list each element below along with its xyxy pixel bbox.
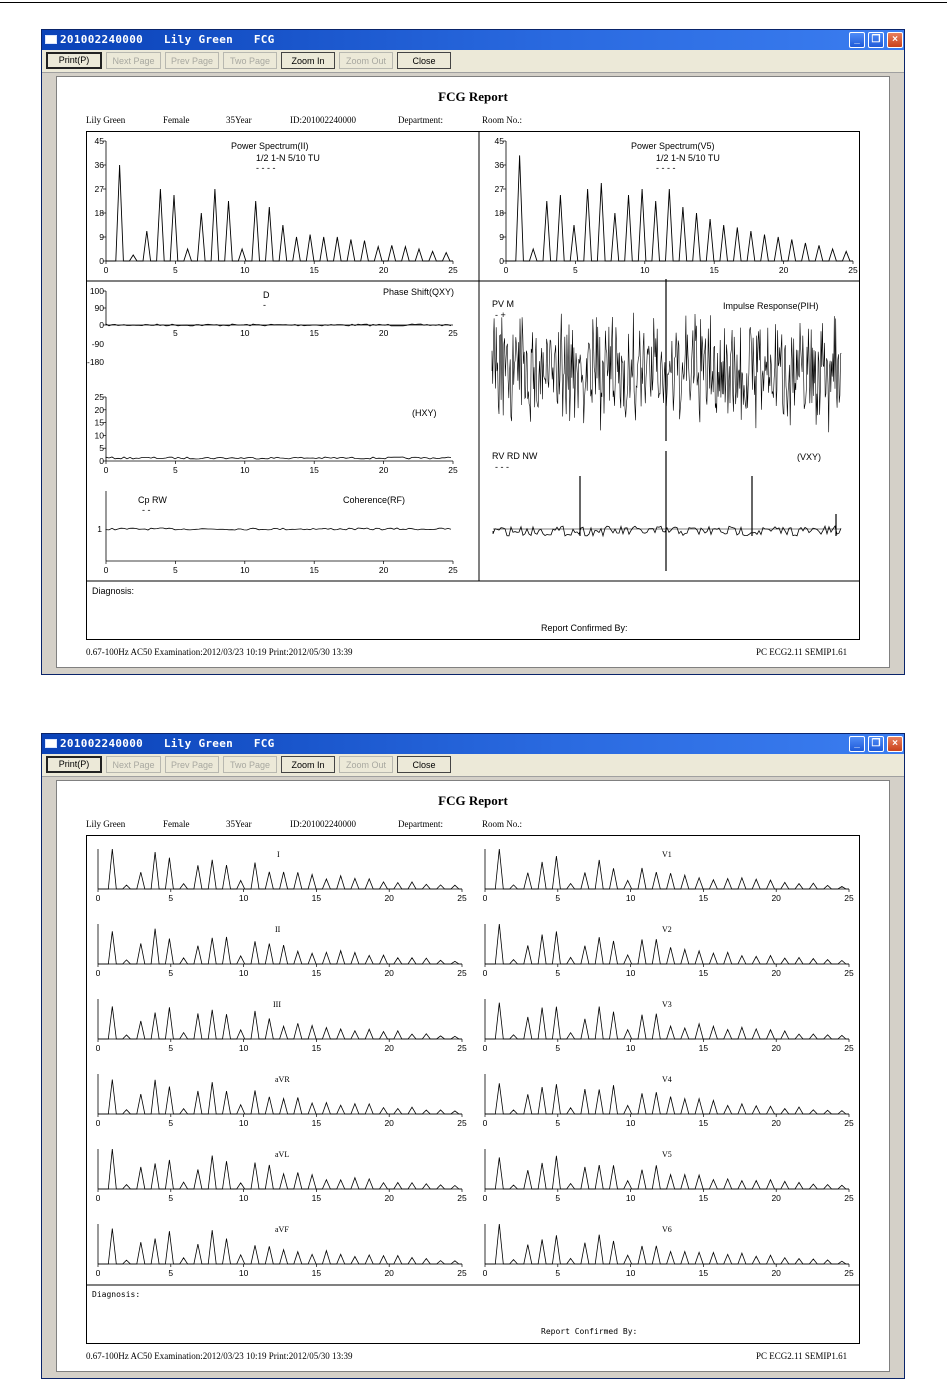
zoom-out-button[interactable]: Zoom Out — [339, 756, 393, 773]
power-ii-columns: 1/2 1-N 5/10 TU — [256, 153, 320, 163]
spectrum-right-0-x-tick-label: 10 — [625, 893, 636, 903]
vxy-values: - - - — [495, 462, 509, 472]
power-v5-y-tick-label: 9 — [499, 232, 504, 242]
hxy-x-tick-label: 5 — [173, 465, 178, 475]
lead-label-v3: V3 — [662, 1000, 672, 1009]
hxy-x-tick-label: 10 — [240, 465, 250, 475]
close-window-button[interactable]: × — [887, 32, 903, 48]
hxy-x-tick-label: 15 — [309, 465, 319, 475]
spectrum-right-1-x-tick-label: 15 — [698, 968, 709, 978]
spectrum-right-0-x-tick-label: 20 — [771, 893, 781, 903]
spectrum-left-4-x-tick-label: 5 — [168, 1193, 174, 1203]
zoom-out-button[interactable]: Zoom Out — [339, 52, 393, 69]
phase-y-tick-label: -180 — [86, 357, 104, 367]
power-v5-x-tick-label: 10 — [640, 265, 650, 275]
phase-shift-title: Phase Shift(QXY) — [383, 287, 455, 297]
coherence-y-tick-label: 1 — [97, 524, 102, 534]
spectrum-right-5-x-tick-label: 10 — [625, 1268, 636, 1278]
impulse-response-curve — [492, 313, 841, 432]
power-v5-x-tick-label: 20 — [778, 265, 789, 275]
power-v5-y-tick-label: 0 — [499, 256, 504, 266]
power-ii-curve — [106, 165, 453, 261]
power-ii-x-tick-label: 10 — [240, 265, 250, 275]
vxy-labels: RV RD NW — [492, 451, 538, 461]
spectrum-left-4-x-tick-label: 25 — [457, 1193, 467, 1203]
lead-label-ii: II — [275, 925, 281, 934]
prev-page-button[interactable]: Prev Page — [165, 52, 219, 69]
spectrum-left-1-x-tick-label: 15 — [311, 968, 322, 978]
spectrum-left-2-x-tick-label: 10 — [238, 1043, 249, 1053]
power-v5-x-tick-label: 15 — [709, 265, 719, 275]
two-page-button[interactable]: Two Page — [223, 756, 277, 773]
phase-y-tick-label: 0 — [99, 320, 104, 330]
department-label: Department: — [398, 819, 443, 829]
window-title: 201002240000 Lily Green FCG — [60, 33, 275, 46]
spectrum-right-0-x-tick-label: 0 — [482, 893, 488, 903]
hxy-x-tick-label: 20 — [378, 465, 389, 475]
spectrum-right-0-x-tick-label: 15 — [698, 893, 709, 903]
coherence-x-tick-label: 10 — [240, 565, 250, 575]
page-top-rule — [0, 2, 947, 3]
spectrum-left-2-x-tick-label: 25 — [457, 1043, 467, 1053]
restore-button[interactable]: ❐ — [868, 736, 884, 752]
spectrum-right-1-x-tick-label: 0 — [482, 968, 488, 978]
power-ii-x-tick-label: 5 — [173, 265, 178, 275]
hxy-y-tick-label: 10 — [94, 430, 104, 441]
power-ii-x-tick-label: 20 — [378, 265, 389, 275]
app-icon — [45, 739, 57, 748]
spectrum-right-2-x-tick-label: 20 — [771, 1043, 781, 1053]
report-frame — [86, 835, 860, 1344]
power-ii-y-tick-label: 27 — [94, 184, 104, 194]
phase-y-tick-label: 100 — [89, 286, 104, 296]
spectrum-right-4-x-tick-label: 20 — [771, 1193, 781, 1203]
spectrum-right-0-x-tick-label: 5 — [555, 893, 561, 903]
close-button[interactable]: Close — [397, 52, 451, 69]
hxy-y-tick-label: 5 — [99, 443, 104, 454]
spectrum-right-3-x-tick-label: 0 — [482, 1118, 488, 1128]
spectrum-right-2-x-tick-label: 10 — [625, 1043, 636, 1053]
spectrum-right-3-x-tick-label: 10 — [625, 1118, 636, 1128]
footer-info: 0.67-100Hz AC50 Examination:2012/03/23 10:19 Print:2012/05/30 13:39 — [86, 647, 353, 657]
print-button[interactable]: Print(P) — [46, 756, 102, 773]
hxy-x-tick-label: 0 — [103, 465, 109, 475]
spectrum-right-2-x-tick-label: 5 — [555, 1043, 561, 1053]
phase-x-tick-label: 15 — [309, 328, 319, 338]
spectrum-left-4-x-tick-label: 15 — [311, 1193, 322, 1203]
lead-label-v2: V2 — [662, 925, 672, 934]
power-ii-y-tick-label: 0 — [99, 256, 104, 266]
vxy-title: (VXY) — [797, 452, 822, 462]
spectrum-left-3-x-tick-label: 10 — [238, 1118, 249, 1128]
coherence-curve — [106, 528, 451, 530]
patient-id: ID:201002240000 — [290, 115, 356, 125]
toolbar — [42, 754, 904, 777]
report-paper — [56, 780, 890, 1372]
phase-y-tick-label: 90 — [94, 303, 104, 313]
spectrum-right-3-x-tick-label: 15 — [698, 1118, 709, 1128]
report-confirmed-label: Report Confirmed By: — [541, 1327, 638, 1336]
coherence-x-tick-label: 5 — [173, 565, 178, 575]
spectrum-left-3-x-tick-label: 20 — [384, 1118, 394, 1128]
coherence-title: Coherence(RF) — [343, 495, 406, 505]
power-v5-curve — [506, 155, 853, 261]
footer-info: 0.67-100Hz AC50 Examination:2012/03/23 10:19 Print:2012/05/30 13:39 — [86, 1351, 353, 1361]
power-v5-x-tick-label: 0 — [503, 265, 509, 275]
spectrum-right-4-curve — [485, 1156, 849, 1189]
patient-sex: Female — [163, 115, 190, 125]
power-ii-x-tick-label: 15 — [309, 265, 319, 275]
spectrum-left-0-curve — [98, 849, 462, 889]
spectrum-right-1-x-tick-label: 20 — [771, 968, 781, 978]
hxy-y-tick-label: 15 — [94, 417, 104, 428]
spectrum-left-0-x-tick-label: 5 — [168, 893, 174, 903]
lead-label-v4: V4 — [662, 1075, 672, 1084]
spectrum-left-0-x-tick-label: 0 — [95, 893, 101, 903]
spectrum-left-2-x-tick-label: 20 — [384, 1043, 394, 1053]
next-page-button[interactable]: Next Page — [106, 52, 161, 69]
coherence-x-tick-label: 15 — [309, 565, 319, 575]
minimize-button[interactable]: _ — [849, 736, 865, 752]
next-page-button[interactable]: Next Page — [106, 756, 161, 773]
impulse-labels: PV M — [492, 299, 515, 309]
room-label: Room No.: — [482, 115, 523, 125]
fcg-analysis-plots — [86, 131, 860, 640]
lead-label-avf: aVF — [275, 1225, 289, 1234]
hxy-y-tick-label: 20 — [94, 404, 104, 415]
power-v5-y-tick-label: 36 — [494, 160, 504, 170]
app-icon — [45, 35, 57, 44]
power-v5-y-tick-label: 45 — [494, 136, 504, 146]
footer-version: PC ECG2.11 SEMIP1.61 — [756, 1351, 848, 1361]
power-v5-columns: 1/2 1-N 5/10 TU — [656, 153, 720, 163]
zoom-in-button[interactable]: Zoom In — [281, 756, 335, 773]
spectrum-right-5-x-tick-label: 5 — [555, 1268, 561, 1278]
spectrum-right-2-x-tick-label: 0 — [482, 1043, 488, 1053]
spectrum-right-3-x-tick-label: 20 — [771, 1118, 781, 1128]
phase-x-tick-label: 5 — [173, 328, 178, 338]
lead-label-avr: aVR — [275, 1075, 290, 1084]
coherence-labels: Cp RW — [138, 495, 167, 505]
phase-d-value: - — [263, 300, 266, 310]
coherence-x-tick-label: 0 — [103, 565, 109, 575]
patient-id: ID:201002240000 — [290, 819, 356, 829]
spectrum-right-3-curve — [485, 1083, 849, 1114]
diagnosis-label: Diagnosis: — [92, 586, 135, 596]
spectrum-left-2-x-tick-label: 5 — [168, 1043, 174, 1053]
power-ii-y-tick-label: 18 — [94, 208, 104, 218]
hxy-x-tick-label: 25 — [448, 465, 458, 475]
spectrum-left-5-x-tick-label: 25 — [457, 1268, 467, 1278]
diagnosis-label: Diagnosis: — [92, 1290, 141, 1299]
spectrum-left-4-x-tick-label: 0 — [95, 1193, 101, 1203]
department-label: Department: — [398, 115, 443, 125]
print-button[interactable]: Print(P) — [46, 52, 102, 69]
spectrum-left-3-curve — [98, 1080, 462, 1115]
spectrum-left-1-x-tick-label: 5 — [168, 968, 174, 978]
spectrum-left-5-x-tick-label: 5 — [168, 1268, 174, 1278]
room-label: Room No.: — [482, 819, 523, 829]
lead-label-iii: III — [273, 1000, 281, 1009]
spectrum-left-5-x-tick-label: 0 — [95, 1268, 101, 1278]
spectrum-left-1-x-tick-label: 0 — [95, 968, 101, 978]
spectrum-right-4-x-tick-label: 5 — [555, 1193, 561, 1203]
window-title: 201002240000 Lily Green FCG — [60, 737, 275, 750]
hxy-title: (HXY) — [412, 408, 437, 418]
impulse-response-title: Impulse Response(PIH) — [723, 301, 819, 311]
spectrum-left-1-x-tick-label: 20 — [384, 968, 394, 978]
minimize-button[interactable]: _ — [849, 32, 865, 48]
lead-label-v6: V6 — [662, 1225, 672, 1234]
power-ii-y-tick-label: 45 — [94, 136, 104, 146]
spectrum-left-2-curve — [98, 1006, 462, 1039]
phase-d-label: D — [263, 290, 270, 300]
prev-page-button[interactable]: Prev Page — [165, 756, 219, 773]
hxy-y-tick-label: 0 — [99, 456, 104, 466]
phase-x-tick-label: 25 — [448, 328, 458, 338]
title-bar[interactable] — [42, 30, 904, 50]
phase-x-tick-label: 10 — [240, 328, 250, 338]
coherence-x-tick-label: 25 — [448, 565, 458, 575]
close-window-button[interactable]: × — [887, 736, 903, 752]
spectrum-right-4-x-tick-label: 0 — [482, 1193, 488, 1203]
spectrum-right-2-x-tick-label: 15 — [698, 1043, 709, 1053]
lead-label-i: I — [277, 850, 280, 859]
coherence-values: - - — [142, 505, 151, 515]
phase-y-tick-label: -90 — [91, 339, 104, 349]
spectrum-left-0-x-tick-label: 15 — [311, 893, 322, 903]
report-confirmed-label: Report Confirmed By: — [541, 623, 628, 633]
spectrum-left-1-x-tick-label: 25 — [457, 968, 467, 978]
toolbar — [42, 50, 904, 73]
spectrum-right-4-x-tick-label: 15 — [698, 1193, 709, 1203]
two-page-button[interactable]: Two Page — [223, 52, 277, 69]
spectrum-left-4-x-tick-label: 20 — [384, 1193, 394, 1203]
spectrum-left-3-x-tick-label: 0 — [95, 1118, 101, 1128]
power-ii-y-tick-label: 36 — [94, 160, 104, 170]
power-v5-title: Power Spectrum(V5) — [631, 141, 715, 151]
power-ii-x-tick-label: 25 — [448, 265, 458, 275]
power-v5-y-tick-label: 18 — [494, 208, 504, 218]
power-ii-values: - - - - — [256, 163, 276, 173]
report-paper — [56, 76, 890, 668]
power-v5-x-tick-label: 25 — [848, 265, 858, 275]
spectrum-right-5-x-tick-label: 0 — [482, 1268, 488, 1278]
report-window-2 — [41, 733, 905, 1379]
spectrum-right-5-x-tick-label: 25 — [844, 1268, 854, 1278]
spectrum-left-3-x-tick-label: 5 — [168, 1118, 174, 1128]
restore-button[interactable]: ❐ — [868, 32, 884, 48]
lead-label-v5: V5 — [662, 1150, 672, 1159]
spectrum-right-0-x-tick-label: 25 — [844, 893, 854, 903]
spectrum-left-5-x-tick-label: 15 — [311, 1268, 322, 1278]
power-ii-x-tick-label: 0 — [103, 265, 109, 275]
power-v5-x-tick-label: 5 — [573, 265, 578, 275]
zoom-in-button[interactable]: Zoom In — [281, 52, 335, 69]
patient-age: 35Year — [226, 115, 252, 125]
coherence-x-tick-label: 20 — [378, 565, 389, 575]
spectrum-right-1-x-tick-label: 10 — [625, 968, 636, 978]
spectrum-left-0-x-tick-label: 25 — [457, 893, 467, 903]
phase-x-tick-label: 20 — [378, 328, 389, 338]
lead-label-v1: V1 — [662, 850, 672, 859]
spectrum-right-3-x-tick-label: 5 — [555, 1118, 561, 1128]
spectrum-left-4-x-tick-label: 10 — [238, 1193, 249, 1203]
report-window-1 — [41, 29, 905, 675]
title-bar[interactable] — [42, 734, 904, 754]
spectrum-left-2-x-tick-label: 15 — [311, 1043, 322, 1053]
vxy-curve — [493, 526, 841, 536]
spectrum-left-0-x-tick-label: 20 — [384, 893, 394, 903]
close-button[interactable]: Close — [397, 756, 451, 773]
lead-label-avl: aVL — [275, 1150, 290, 1159]
patient-sex: Female — [163, 819, 190, 829]
footer-version: PC ECG2.11 SEMIP1.61 — [756, 647, 848, 657]
impulse-values: - + — [495, 310, 506, 320]
power-ii-y-tick-label: 9 — [99, 232, 104, 242]
spectrum-left-3-x-tick-label: 15 — [311, 1118, 322, 1128]
power-v5-values: - - - - — [656, 163, 676, 173]
spectrum-left-5-x-tick-label: 20 — [384, 1268, 394, 1278]
hxy-y-tick-label: 25 — [94, 392, 104, 402]
patient-name: Lily Green — [86, 115, 126, 125]
spectrum-left-0-x-tick-label: 10 — [238, 893, 249, 903]
report-title: FCG Report — [438, 89, 508, 104]
spectrum-right-4-x-tick-label: 25 — [844, 1193, 854, 1203]
spectrum-right-3-x-tick-label: 25 — [844, 1118, 854, 1128]
spectrum-right-4-x-tick-label: 10 — [625, 1193, 636, 1203]
spectrum-right-1-x-tick-label: 25 — [844, 968, 854, 978]
report-frame — [86, 131, 860, 640]
power-v5-y-tick-label: 27 — [494, 184, 504, 194]
spectrum-left-3-x-tick-label: 25 — [457, 1118, 467, 1128]
patient-age: 35Year — [226, 819, 252, 829]
report-title: FCG Report — [438, 793, 508, 808]
patient-name: Lily Green — [86, 819, 126, 829]
spectrum-right-2-x-tick-label: 25 — [844, 1043, 854, 1053]
hxy-curve — [106, 457, 451, 459]
spectrum-left-5-x-tick-label: 10 — [238, 1268, 249, 1278]
spectrum-right-5-x-tick-label: 20 — [771, 1268, 781, 1278]
power-ii-title: Power Spectrum(II) — [231, 141, 309, 151]
lead-spectra-plots — [86, 835, 860, 1344]
spectrum-left-2-x-tick-label: 0 — [95, 1043, 101, 1053]
spectrum-right-1-x-tick-label: 5 — [555, 968, 561, 978]
spectrum-right-5-x-tick-label: 15 — [698, 1268, 709, 1278]
spectrum-left-1-x-tick-label: 10 — [238, 968, 249, 978]
